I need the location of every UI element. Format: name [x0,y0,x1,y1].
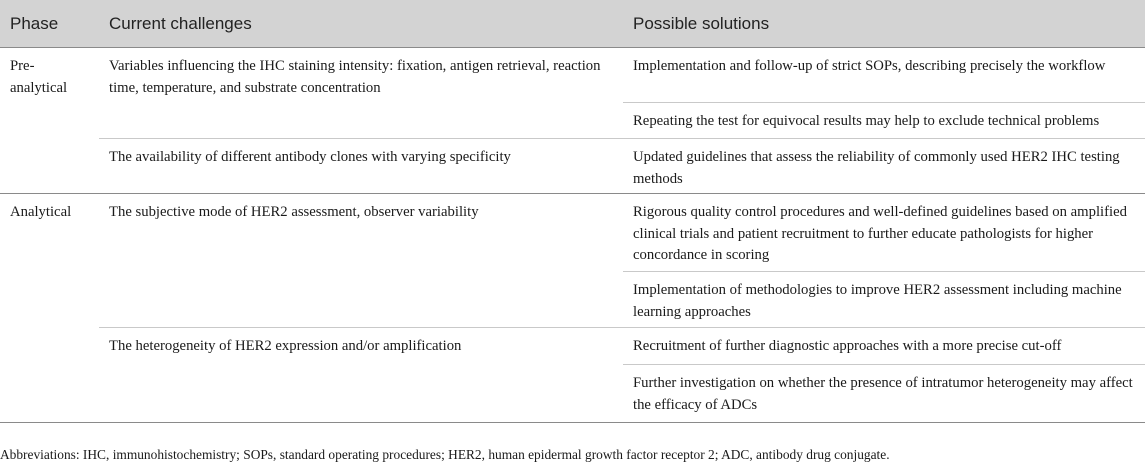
challenge-cell: Variables influencing the IHC staining intensity: fixation, antigen retrieval, reaction time, temperature, and substrate concentration [99,48,623,139]
table-row [0,194,1145,272]
table-row [0,328,1145,365]
header-challenges: Current challenges [99,0,623,48]
challenge-cell: The availability of different antibody clones with varying specificity [99,139,623,194]
solution-cell: Implementation and follow-up of strict SOPs, describing precisely the workflow [623,48,1145,103]
header-row [0,0,1145,48]
table-row [0,48,1145,103]
phase-cell: Pre-analytical [0,48,99,194]
table-row [0,139,1145,194]
solution-cell: Repeating the test for equivocal results may help to exclude technical problems [623,103,1145,139]
header-solutions: Possible solutions [623,0,1145,48]
challenge-cell: The subjective mode of HER2 assessment, observer variability [99,194,623,328]
solution-cell: Further investigation on whether the presence of intratumor heterogeneity may affect the efficacy of ADCs [623,365,1145,423]
challenge-cell: The heterogeneity of HER2 expression and/or amplification [99,328,623,423]
header-phase: Phase [0,0,99,48]
solution-cell: Implementation of methodologies to improve HER2 assessment including machine learning approaches [623,272,1145,328]
phase-cell: Analytical [0,194,99,423]
solution-cell: Rigorous quality control procedures and well-defined guidelines based on amplified clinical trials and patient recruitment to further educate pathologists for higher concordance in scoring [623,194,1145,272]
footnote: Abbreviations: IHC, immunohistochemistry; SOPs, standard operating procedures; HER2, human epidermal growth factor receptor 2; ADC, antibody drug conjugate. [0,447,890,462]
solution-cell: Recruitment of further diagnostic approaches with a more precise cut-off [623,328,1145,365]
solution-cell: Updated guidelines that assess the reliability of commonly used HER2 IHC testing methods [623,139,1145,194]
